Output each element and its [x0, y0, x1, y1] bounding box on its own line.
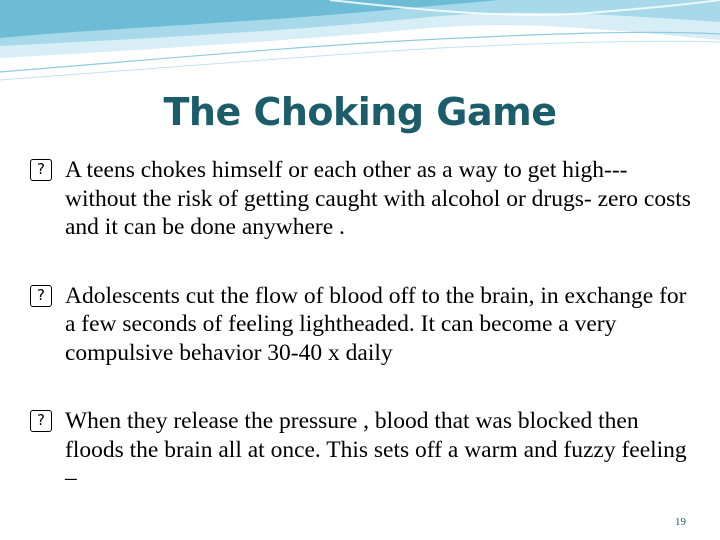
bullet-text: Adolescents cut the flow of blood off to the brain, in exchange for a few seconds of feeling lightheaded. It can become a very compulsive behavior 30-40 x daily [65, 282, 687, 366]
missing-glyph-bullet-icon: ? [30, 410, 52, 432]
bullet-text: When they release the pressure , blood that was blocked then floods the brain all at once. This sets off a warm and fuzzy feeling – [65, 408, 687, 491]
missing-glyph-bullet-icon: ? [30, 159, 52, 181]
missing-glyph-bullet-icon: ? [30, 285, 52, 307]
bullet-item [30, 156, 700, 242]
bullet-list [30, 156, 700, 533]
bullet-text: A teens chokes himself or each other as a way to get high--- without the risk of getting caught with alcohol or drugs- zero costs and it can be done anywhere . [65, 157, 691, 240]
bullet-item [30, 282, 700, 368]
slide-number: 19 [675, 516, 686, 528]
slide-title: The Choking Game [163, 90, 557, 134]
header-wave-decoration [0, 0, 720, 90]
bullet-item [30, 407, 700, 493]
